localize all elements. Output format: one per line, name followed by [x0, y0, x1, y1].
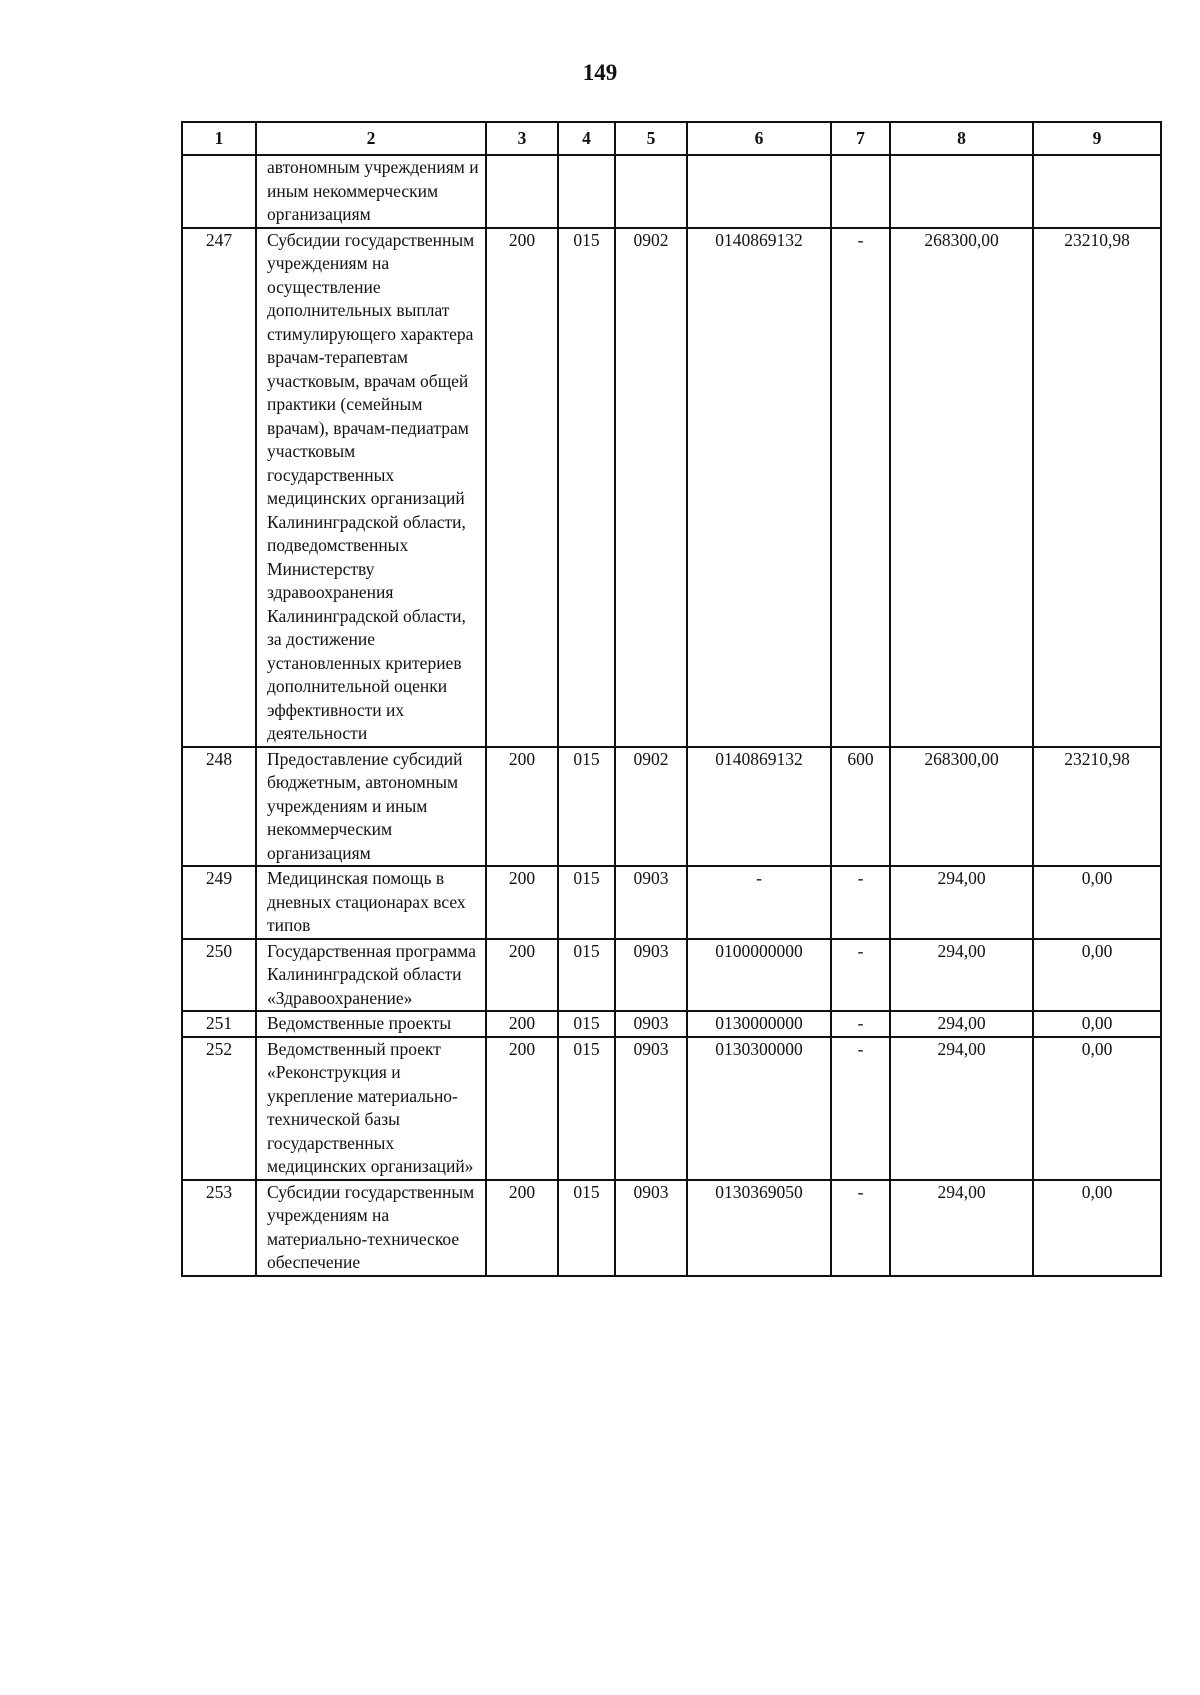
row-number: [182, 155, 256, 228]
col-7: [831, 155, 890, 228]
table-row: [182, 866, 1161, 939]
col-3: 200: [486, 228, 558, 747]
col-6: 0130369050: [687, 1180, 831, 1276]
col-8: 268300,00: [890, 747, 1033, 867]
col-5: [615, 155, 687, 228]
col-5: 0903: [615, 866, 687, 939]
row-name: автономным учреждениям и иным некоммерческим организациям: [256, 155, 486, 228]
table-row: [182, 1011, 1161, 1037]
col-4: 015: [558, 228, 615, 747]
col-4: 015: [558, 747, 615, 867]
col-9: [1033, 155, 1161, 228]
col-3: 200: [486, 866, 558, 939]
col-9: 23210,98: [1033, 747, 1161, 867]
col-8: 294,00: [890, 1011, 1033, 1037]
col-7: -: [831, 228, 890, 747]
row-number: 248: [182, 747, 256, 867]
column-header-9: 9: [1033, 122, 1161, 155]
row-number: 253: [182, 1180, 256, 1276]
budget-table: [181, 121, 1162, 1277]
col-8: 294,00: [890, 939, 1033, 1012]
column-header-1: 1: [182, 122, 256, 155]
col-3: 200: [486, 747, 558, 867]
col-5: 0903: [615, 1011, 687, 1037]
table-row: [182, 747, 1161, 867]
col-3: 200: [486, 1037, 558, 1180]
col-6: 0130300000: [687, 1037, 831, 1180]
page-number: 149: [582, 60, 618, 85]
row-number: 252: [182, 1037, 256, 1180]
col-9: 0,00: [1033, 1037, 1161, 1180]
row-name: Медицинская помощь в дневных стационарах всех типов: [256, 866, 486, 939]
col-9: 23210,98: [1033, 228, 1161, 747]
col-6: -: [687, 866, 831, 939]
col-9: 0,00: [1033, 1180, 1161, 1276]
column-header-4: 4: [558, 122, 615, 155]
col-6: 0140869132: [687, 747, 831, 867]
column-header-2: 2: [256, 122, 486, 155]
col-5: 0903: [615, 1180, 687, 1276]
col-7: -: [831, 1180, 890, 1276]
col-4: 015: [558, 1180, 615, 1276]
col-4: 015: [558, 866, 615, 939]
col-7: -: [831, 866, 890, 939]
col-5: 0903: [615, 939, 687, 1012]
column-header-6: 6: [687, 122, 831, 155]
row-name: Субсидии государственным учреждениям на осуществление дополнительных выплат стимулирующего характера врачам-терапевтам участковым, врачам общей практики (семейным врачам), врачам-педиатрам участковым государственных медицинских организаций Калининградской области, подведомственных Министерству здравоохранения Калининградской области, за достижение установленных критериев дополнительной оценки эффективности их деятельности: [256, 228, 486, 747]
col-9: 0,00: [1033, 1011, 1161, 1037]
column-header-3: 3: [486, 122, 558, 155]
column-header-5: 5: [615, 122, 687, 155]
table-row: [182, 155, 1161, 228]
col-8: 294,00: [890, 1180, 1033, 1276]
col-6: 0100000000: [687, 939, 831, 1012]
col-3: 200: [486, 1011, 558, 1037]
col-5: 0902: [615, 747, 687, 867]
col-9: 0,00: [1033, 866, 1161, 939]
col-8: 294,00: [890, 1037, 1033, 1180]
table-row: [182, 1180, 1161, 1276]
row-name: Государственная программа Калининградской области «Здравоохранение»: [256, 939, 486, 1012]
col-3: [486, 155, 558, 228]
col-6: 0130000000: [687, 1011, 831, 1037]
col-7: 600: [831, 747, 890, 867]
row-number: 250: [182, 939, 256, 1012]
col-3: 200: [486, 1180, 558, 1276]
col-8: 268300,00: [890, 228, 1033, 747]
col-5: 0902: [615, 228, 687, 747]
row-number: 249: [182, 866, 256, 939]
col-7: -: [831, 939, 890, 1012]
col-3: 200: [486, 939, 558, 1012]
table-row: [182, 228, 1161, 747]
col-8: 294,00: [890, 866, 1033, 939]
col-4: 015: [558, 1011, 615, 1037]
col-6: 0140869132: [687, 228, 831, 747]
row-number: 247: [182, 228, 256, 747]
column-header-7: 7: [831, 122, 890, 155]
table-row: [182, 1037, 1161, 1180]
col-7: -: [831, 1011, 890, 1037]
col-6: [687, 155, 831, 228]
row-name: Субсидии государственным учреждениям на материально-техническое обеспечение: [256, 1180, 486, 1276]
column-header-8: 8: [890, 122, 1033, 155]
table-row: [182, 939, 1161, 1012]
row-name: Ведомственные проекты: [256, 1011, 486, 1037]
col-7: -: [831, 1037, 890, 1180]
row-name: Ведомственный проект «Реконструкция и укрепление материально-технической базы государственных медицинских организаций»: [256, 1037, 486, 1180]
col-4: 015: [558, 939, 615, 1012]
header-row: [182, 122, 1161, 155]
col-5: 0903: [615, 1037, 687, 1180]
col-9: 0,00: [1033, 939, 1161, 1012]
col-8: [890, 155, 1033, 228]
col-4: [558, 155, 615, 228]
row-number: 251: [182, 1011, 256, 1037]
col-4: 015: [558, 1037, 615, 1180]
row-name: Предоставление субсидий бюджетным, автономным учреждениям и иным некоммерческим организациям: [256, 747, 486, 867]
